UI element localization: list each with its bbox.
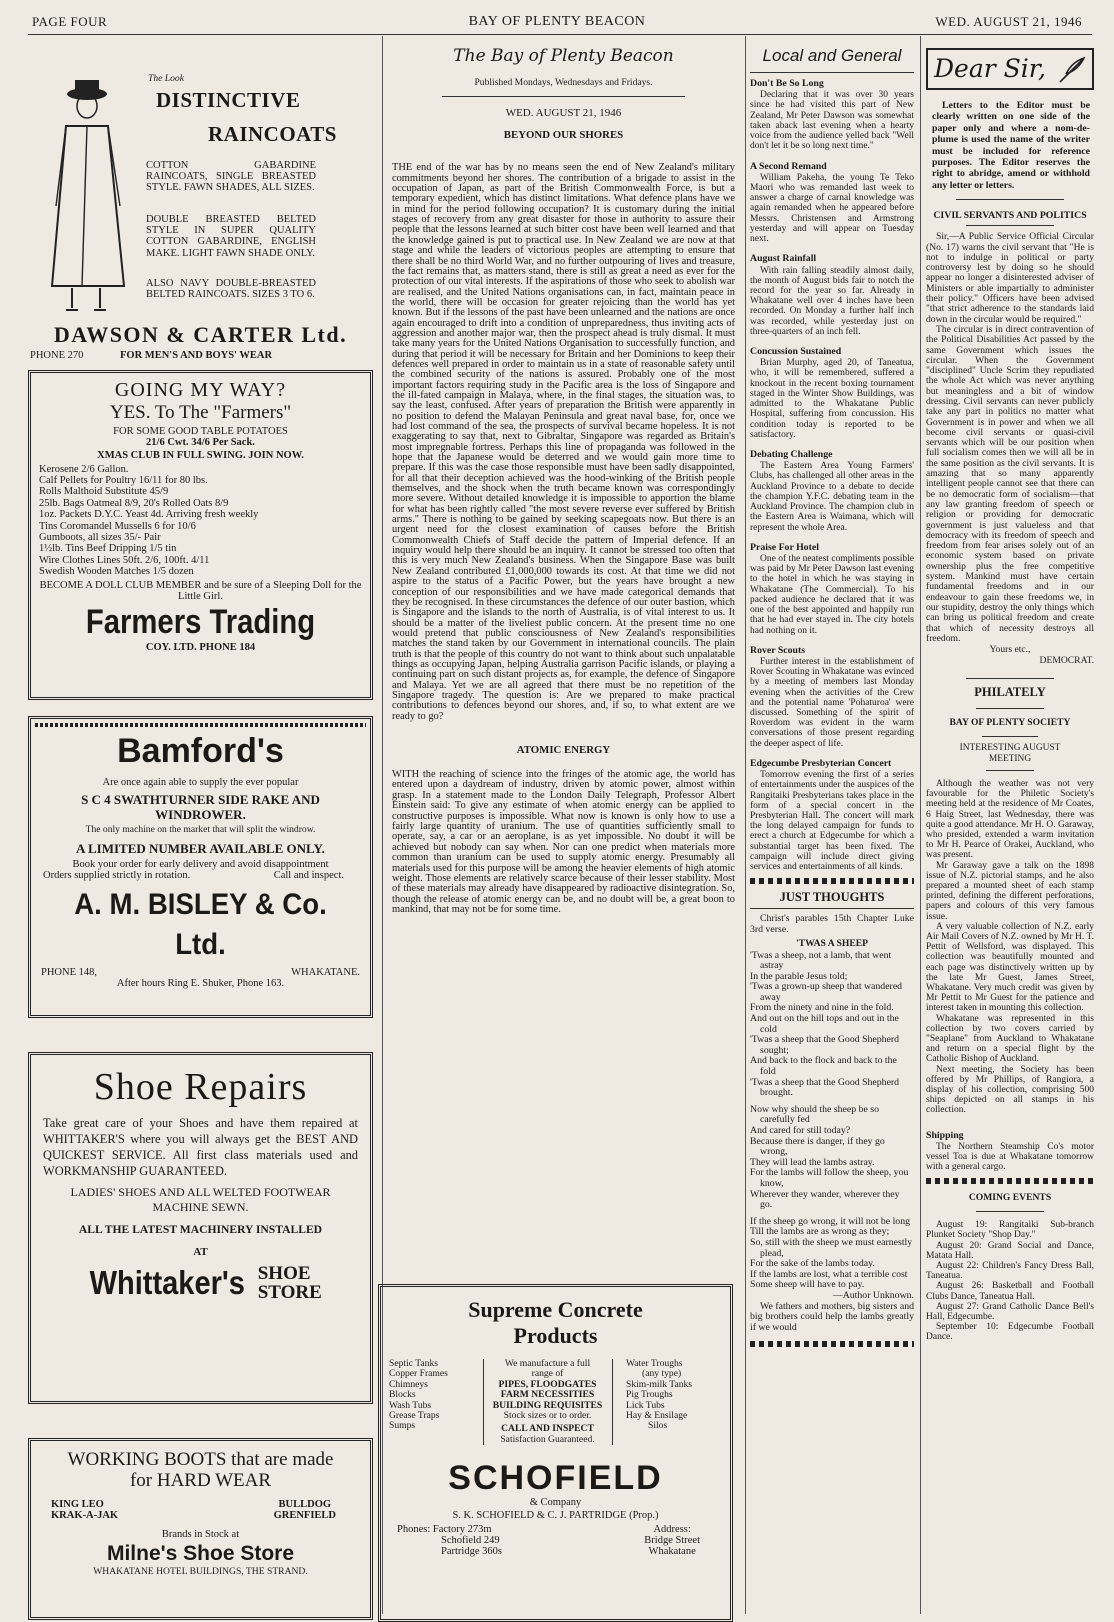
shoe-repairs-ad	[28, 1052, 373, 1404]
masthead-rule	[28, 34, 1092, 35]
philately-body	[926, 779, 1094, 1116]
poem-line: And out on the hill tops and out in the cold	[750, 1013, 899, 1035]
event-item: September 10: Edgecumbe Football Dance.	[926, 1322, 1094, 1343]
local-item-heading: Praise For Hotel	[750, 541, 819, 553]
column-rule-2	[745, 36, 746, 1614]
schofield-props: S. K. SCHOFIELD & C. J. PARTRIDGE (Prop.)	[452, 1510, 659, 1522]
shipping-text: The Northern Steamship Co's motor vessel Toa is due at Whakatane tomorrow with a general cargo.	[926, 1141, 1094, 1173]
product: Hay & Ensilage	[626, 1410, 688, 1422]
farmers-item: Tins Coromandel Mussells 6 for 10/6	[39, 520, 196, 532]
local-item-heading: August Rainfall	[750, 253, 817, 265]
local-general-column	[750, 40, 914, 1353]
boots-stock: Brands in Stock at	[161, 1529, 240, 1541]
product: CALL AND INSPECT	[501, 1423, 594, 1435]
local-general-title: Local and General	[762, 46, 902, 65]
working-boots-ad	[28, 1438, 373, 1620]
address-town: Whakatane	[648, 1546, 696, 1558]
poem-line: From the ninety and nine in the fold.	[750, 1002, 894, 1014]
wavy-divider	[750, 1341, 914, 1347]
poem-comment: We fathers and mothers, big sisters and big brothers could help the lambs greatly if we would	[750, 1300, 914, 1333]
local-item-text: One of the neatest compliments possible was paid by Mr Peter Dawson last evening to the hotel in which he was staying in Whakatane (The Commercial). To his packed audience he declared that it was one of the best appointed and happily run that he had ever stayed in. The city hotels had nothing on it.	[750, 553, 914, 636]
product: Satisfaction Guaranteed.	[500, 1433, 595, 1445]
concrete-list-left	[389, 1359, 473, 1445]
local-item-heading: Debating Challenge	[750, 449, 833, 460]
raincoats-title-1: DISTINCTIVE	[156, 88, 301, 112]
farmers-doll-club: BECOME A DOLL CLUB MEMBER and be sure of a Sleeping Doll for the Little Girl.	[39, 579, 362, 602]
letter-signature: DEMOCRAT.	[1039, 655, 1094, 667]
bisley-phone: PHONE 148,	[41, 967, 98, 979]
farmers-club: XMAS CLUB IN FULL SWING. JOIN NOW.	[97, 450, 304, 462]
bamford-name: Bamford's	[117, 732, 284, 770]
farmers-trading-name: Farmers Trading	[85, 603, 316, 642]
coming-events-rule	[976, 1211, 1044, 1212]
concrete-list-right	[622, 1359, 722, 1445]
schofield-company: & Company	[529, 1497, 582, 1509]
shoe-at: AT	[193, 1246, 208, 1258]
whittakers-name: Whittaker's	[89, 1264, 246, 1301]
shoe-repairs-headline: Shoe Repairs	[93, 1066, 308, 1108]
boots-brands	[45, 1499, 356, 1521]
phone-partridge: Partridge 360s	[441, 1546, 502, 1558]
concrete-headline: Supreme Concrete	[468, 1297, 643, 1322]
boots-brand-col-1	[51, 1499, 118, 1521]
coming-events-list	[926, 1220, 1094, 1342]
poem-line: And back to the flock and back to the fold	[750, 1055, 897, 1078]
product: Grease Traps	[389, 1410, 440, 1422]
concrete-ad	[378, 1284, 733, 1622]
address-street: Bridge Street	[644, 1534, 700, 1546]
quill-pen-icon	[1058, 56, 1088, 84]
philately-para: Next meeting, the Society has been offered by Mr Phillips, of Rangiora, a display of his collection, comprising 500 ships depicted on all stamps in his collection.	[926, 1064, 1094, 1116]
flag-rule	[442, 96, 685, 97]
local-items	[750, 79, 914, 872]
raincoats-mark: The Look	[148, 73, 184, 84]
brand-krak-a-jak: KRAK-A-JAK	[51, 1510, 119, 1522]
event-item: August 19: Rangitaiki Sub-branch Plunket Society "Shop Day."	[926, 1220, 1094, 1241]
editorial-heading-atomic: ATOMIC ENERGY	[516, 743, 611, 756]
local-item-heading: Rover Scouts	[750, 644, 806, 656]
farmers-potatoes: FOR SOME GOOD TABLE POTATOES	[113, 426, 288, 437]
philately-para: Mr Garaway gave a talk on the 1898 issue of N.Z. pictorial stamps, and he also prepared a mounted sheet of each stamp printed, defining the different perforations, papers and colours of this very famous issue.	[926, 860, 1094, 922]
philately-title: PHILATELY	[974, 685, 1046, 700]
letter-para-1: Sir,—A Public Service Official Circular (No. 17) warns the civil servant that "He is not to indulge in political or party controversy lest by doing so he should appear no longer a disinterested adviser of Ministers or able impartially to administer their policy." Officers have been advised "that strict adherence to the standards laid down in the circular would be required."	[926, 231, 1094, 325]
poem-line: For the lambs will follow the sheep, you know,	[750, 1167, 909, 1189]
product: Pig Troughs	[626, 1389, 673, 1401]
bamford-line-6	[41, 870, 360, 881]
philately-title-rule	[976, 708, 1044, 709]
local-title-rule	[750, 72, 914, 73]
poem-author: —Author Unknown.	[832, 1289, 914, 1301]
poem-line: Now why should the sheep be so carefully fed	[750, 1103, 879, 1126]
local-item-text: Declaring that it was over 30 years since he had visited this part of New Zealand, Mr Peter Dawson was somewhat taken aback last evening when a hearty voice from the audience yelled back "Well don't let it be so long next time."	[750, 90, 914, 152]
milnes-address: WHAKATANE HOTEL BUILDINGS, THE STRAND.	[93, 1565, 308, 1577]
poem-line: Some sheep will have to pay.	[750, 1279, 865, 1291]
farmers-item: 1oz. Packets D.Y.C. Yeast 4d. Arriving fresh weekly	[39, 509, 259, 521]
letters-column	[926, 40, 1094, 1343]
store-word-2: STORE	[257, 1282, 322, 1303]
poem-line: They will lead the lambs astray.	[750, 1156, 875, 1168]
milnes-name: Milne's Shoe Store	[106, 1541, 295, 1565]
poem-line: So, still with the sheep we must earnestly plead,	[750, 1236, 913, 1259]
just-thoughts-title: JUST THOUGHTS	[779, 890, 885, 905]
bamford-limited: A LIMITED NUMBER AVAILABLE ONLY.	[76, 840, 325, 856]
letters-notice: Letters to the Editor must be clearly written on one side of the paper only and where a nom-de-plume is used the name of the writer must be included for reference purposes. The Editor reserves the right to abridge, amend or withhold any letter or letters.	[932, 100, 1090, 191]
product: Silos	[648, 1420, 668, 1432]
product: (any type)	[642, 1368, 682, 1380]
issue-date: WED. AUGUST 21, 1946	[935, 14, 1082, 29]
local-item-text: With rain falling steadily almost daily, the month of August bids fair to notch the record for the year so far. Already in Whakatane well over 4 inches have been recorded. On Monday a further half inch was recorded, while yesterday just on three-quarters of an inch fell.	[750, 265, 914, 337]
local-item-text: Brian Murphy, aged 20, of Taneatua, who, it will be remembered, suffered a knockout in the recent boxing tournament staged in the Winter Show Buildings, was admitted to the Whakatane Public Hospital, suffering from concussion. His condition today is reported to be satisfactory.	[750, 358, 914, 440]
dear-sir-text: Dear Sir,	[934, 54, 1046, 83]
poem	[750, 951, 914, 1334]
poem-line: 'Twas a sheep, not a lamb, that went astray	[750, 949, 892, 972]
poem-line: 'Twas a sheep that the Good Shepherd sought;	[750, 1034, 900, 1056]
boots-brand-col-2	[274, 1499, 336, 1521]
philately-sub2-rule	[986, 770, 1034, 771]
local-item-heading: Edgecumbe Presbyterian Concert	[750, 757, 892, 769]
poem-line: And cared for still today?	[750, 1125, 851, 1136]
shipping-heading: Shipping	[926, 1129, 964, 1141]
product: Stock sizes or to order.	[503, 1410, 592, 1422]
editorial-column	[389, 40, 735, 1558]
farmers-item: Wire Clothes Lines 50ft. 2/6, 100ft. 4/11	[39, 554, 210, 566]
shoe-machinery: ALL THE LATEST MACHINERY INSTALLED	[78, 1223, 323, 1236]
event-item: August 22: Children's Fancy Dress Ball, Taneatua.	[926, 1261, 1094, 1282]
philately-para: Although the weather was not very favourable for the Philetic Society's meeting held at the residence of Mr Coates, 6 Haig Street, last Wednesday, there was quite a good attendance. Mr H. O. Garaway, who presided, extended a warm invitation to Mr H. Pearce of Orakei, Auckland, who was present.	[926, 778, 1094, 861]
editorial-heading-beyond: BEYOND OUR SHORES	[503, 129, 624, 142]
product: Copper Frames	[389, 1368, 448, 1380]
farmers-price: 21/6 Cwt. 34/6 Per Sack.	[146, 437, 255, 449]
bamford-product: S C 4 SWATHTURNER SIDE RAKE AND WINDROWER.	[81, 792, 320, 823]
local-item-text: The Eastern Area Young Farmers' Clubs, has challenged all other areas in the Auckland Province to a debate to decide the champion Y.F.C. debating team in the Auckland Province. The champion club in the Eastern Area is Waimana, which will represent the whole Area.	[750, 461, 914, 533]
product: Chimneys	[389, 1378, 428, 1390]
bamford-line-5: Book your order for early delivery and avoid disappointment	[72, 858, 329, 870]
bamford-inspect: Call and inspect.	[273, 869, 344, 881]
philately-sub-2: INTERESTING AUGUST MEETING	[959, 743, 1061, 764]
schofield-contact	[389, 1524, 722, 1558]
bisley-name: A. M. BISLEY & Co. Ltd.	[74, 888, 327, 962]
ads-column	[28, 40, 373, 1577]
poem-line: Wherever they wander, wherever they go.	[750, 1188, 900, 1211]
brand-bulldog: BULLDOG	[278, 1499, 332, 1510]
brand-grenfield: GRENFIELD	[273, 1510, 336, 1522]
bisley-town: WHAKATANE.	[291, 967, 360, 979]
letter-para-2: The circular is in direct contravention of the Political Disabilities Act passed by the same Government which issues the circular. When the Government "disciplined" Uncle Scrim they repudiated the whole Act which was never anything but meaningless and a bit of window dressing. Civil servants can never publicly take any part in politics no matter what Government is in power and when we all become civil servants or quasi-civil servants which will be our position when full socialism comes then we will all be in the same position as the civil servants. It is amazing that so many apparently intelligent people cannot see that there can be no democratic form of socialism—that any law granting freedom of speech or religion or providing for democratic government is just valueless and that democracy with its freedom of speech and freedom from fear arises solely out of an economic system based on private ownership plus the free competitive system. Mankind must have certain fundamental freedoms and in our endeavour to gain these freedoms we, in our stupidity, destroy the only things which can bring us political freedom and create that which of necessity destroys all freedom.	[926, 323, 1094, 644]
raincoats-para-1: COTTON GABARDINE RAINCOATS, SINGLE BREASTED STYLE. FAWN SHADES, ALL SIZES.	[146, 160, 316, 194]
editorial-date: WED. AUGUST 21, 1946	[505, 107, 622, 120]
farmers-headline: GOING MY WAY?	[114, 379, 287, 401]
event-item: August 26: Basketball and Football Clubs Dance, Taneatua Hall.	[926, 1281, 1094, 1302]
product: We manufacture a full	[504, 1358, 591, 1369]
product: range of	[531, 1368, 564, 1380]
local-item-heading: Don't Be So Long	[750, 78, 824, 89]
product: Blocks	[389, 1389, 416, 1401]
masthead	[32, 10, 1082, 32]
farmers-item-list	[39, 464, 362, 578]
local-item-text: William Pakeha, the young Te Teko Maori who was remanded last week to answer a charge of carnal knowledge was again remanded when he appeared before Messrs. Christensen and Armstrong yesterday and will appear on Tuesday next.	[750, 172, 914, 245]
product: PIPES, FLOODGATES	[498, 1378, 597, 1390]
man-in-raincoat-illustration	[42, 76, 132, 314]
poem-line: If the lambs are lost, what a terrible cost	[750, 1268, 908, 1280]
letter-heading: CIVIL SERVANTS AND POLITICS	[933, 210, 1087, 222]
poem-title: 'TWAS A SHEEP	[796, 937, 868, 949]
farmers-item: Gumboots, all sizes 35/- Pair	[39, 532, 161, 544]
bisley-contact	[41, 967, 360, 978]
local-item-heading: Concussion Sustained	[750, 346, 842, 358]
raincoats-title-2: RAINCOATS	[208, 122, 337, 146]
shoe-welted: LADIES' SHOES AND ALL WELTED FOOTWEAR MACHINE SEWN.	[70, 1185, 331, 1214]
bamford-ad	[28, 716, 373, 1018]
dear-sir-logo	[926, 48, 1094, 90]
address-label: Address:	[653, 1523, 691, 1535]
wavy-divider	[926, 1178, 1094, 1184]
product: Skim-milk Tanks	[626, 1378, 693, 1390]
farmers-subheadline: YES. To The "Farmers"	[109, 402, 292, 423]
phone-factory: Phones: Factory 273m	[397, 1523, 492, 1535]
dawson-tagline: FOR MEN'S AND BOYS' WEAR	[120, 350, 273, 361]
poem-line: 'Twas a sheep that the Good Shepherd brought.	[750, 1076, 900, 1099]
phone-schofield: Schofield 249	[441, 1534, 500, 1546]
schofield-name: SCHOFIELD	[448, 1459, 663, 1498]
dawson-phone: PHONE 270	[30, 350, 84, 361]
concrete-headline-2: Products	[513, 1323, 598, 1348]
letter-heading-rule	[966, 225, 1054, 226]
letter-sign-off: Yours etc.,	[989, 644, 1031, 656]
whittakers-store	[258, 1264, 322, 1302]
product: Lick Tubs	[626, 1399, 665, 1411]
farmers-ad	[28, 370, 373, 700]
event-item: August 27: Grand Catholic Dance Bell's Hall, Edgecumbe.	[926, 1301, 1094, 1323]
boots-headline: WORKING BOOTS that are made	[67, 1449, 334, 1470]
page-number: PAGE FOUR	[32, 14, 108, 29]
boots-headline-2: for HARD WEAR	[129, 1470, 272, 1491]
whittakers-logo	[43, 1264, 358, 1302]
letters-rule	[956, 199, 1064, 200]
coming-events-heading: COMING EVENTS	[968, 1192, 1052, 1204]
brand-king-leo: KING LEO	[51, 1499, 104, 1510]
bamford-line-3: The only machine on the market that will split the windrow.	[85, 824, 316, 836]
raincoats-para-3: ALSO NAVY DOUBLE-BREASTED BELTED RAINCOATS. SIZES 3 TO 6.	[146, 278, 316, 301]
concrete-list-mid	[483, 1359, 613, 1445]
local-item-heading: A Second Remand	[750, 160, 827, 172]
poem-line: For the sake of the lambs today.	[750, 1258, 875, 1270]
farmers-coy: COY. LTD. PHONE 184	[145, 642, 256, 654]
farmers-item: 25lb. Bags Oatmeal 8/9, 20's Rolled Oats 8/9	[39, 497, 229, 509]
publication-schedule: Published Mondays, Wednesdays and Fridays.	[474, 77, 653, 88]
farmers-item: 1½lb. Tins Beef Dripping 1/5 tin	[39, 543, 177, 555]
product: Water Troughs	[626, 1358, 683, 1369]
poem-line: 'Twas a grown-up sheep that wandered away	[750, 981, 903, 1003]
product: Wash Tubs	[389, 1399, 432, 1411]
philately-rule	[966, 678, 1054, 679]
jt-rule	[750, 908, 914, 909]
event-item: August 20: Grand Social and Dance, Matata Hall.	[926, 1240, 1094, 1261]
product: BUILDING REQUISITES	[492, 1399, 603, 1411]
local-item-text: Tomorrow evening the first of a series of entertainments under the auspices of the Rangitaiki Presbyterians takes place in the form of a special concert in the Presbyterian Hall. The concert will mark the long delayed campaign for funds to erect a church at Edgecumbe for which a substantial target has been fixed. The campaign will include direct giving services and entertainments of all kinds.	[750, 770, 914, 873]
poem-line: In the parable Jesus told;	[750, 970, 848, 982]
shoe-repairs-para: Take great care of your Shoes and have them repaired at WHITTAKER'S where you will always get the BEST AND QUICKEST SERVICE. All first class materials used and WORKMANSHIP GUARANTEED.	[43, 1116, 358, 1178]
editorial-flag: The Bay of Plenty Beacon	[453, 46, 674, 66]
local-item-text: Further interest in the establishment of Rover Scouting in Whakatane was evinced by a meeting of members last Monday evening when the activities of the Crew and the potential name 'Pohaturoa' were discussed. Something of the spirit of Roverdom was evident in the warm conversations of those present regarding the deeper aspect of life.	[750, 656, 914, 749]
philately-sub-rule	[982, 736, 1038, 737]
editorial-beyond-body: THE end of the war has by no means seen the end of New Zealand's military commitments beyond her shores. The contribution of a brigade to assist in the occupation of Japan, as part of the British Commonwealth Force, is but a temporary expedient, which has distinct limitations. What defence plans have we in mind for the period following occupation? It is customary during the initial stages of recovery from any great disaster for those in authority to assure their people that the lessons learned at such bitter cost have been well learned and that the knowledge gained is put to practical use. In New Zealand we are now at that stage and while the leaders of victorious peoples are attempting to ensure that there shall be no third World War, and no further outpouring of lives and treasure, the fact remains that, as matters stand, there is still as great a need as ever for the protection of our vital interests. If the aspirations of those who seek to abolish war are realised, and the United Nations organisations can, in fact, maintain peace in the world, there will be occasion for greater rejoicing than the world has yet known. But if the lessons of the past have been unlearned and the nations are once again encouraged to drift into a condition of unpreparedness, thus inviting acts of aggression and another major war, then the prospect ahead is truly dismal. It must take many years for the United Nations Organisation to successfully function, and during that period it will be necessary for Britain and her Dominions to keep their defences well prepared in order to maintain us in a state of reasonable safety until the combined security of the nations is assured. Probably one of the most important factors requiring study in the Pacific area is the loss of Singapore and the ill-fated campaign in Malaya, where, in the final stages, the situation was, to say the least, confused. After years of preparation the British were apparently in no position to defend the Malayan Peninsula and great naval base, for, once we had lost command of the sea, the prospects of survival became hopeless. It is not exaggerating to say that, next to Gibraltar, Singapore was regarded as Britain's most impregnable fortress. Perhaps this line of propaganda was followed in the hope that the Japanese would be deterred and we would gain more time to prepare. If this was the case those responsible must have been sadly disappointed, for all that their deception achieved was the hood-winking of the British people themselves, and the shock when the truth became known was correspondingly more severe. Without detailed knowledge it is impossible to apportion the blame for what has been rightly called "the most severe reverse ever suffered by British arms." There is nothing to be gained by seeking scapegoats now. But there is an urgent need for the closest examination of causes before the British Commonwealth Chiefs of Staff decide the pattern of Imperial defence. If an inquiry would help there should be an inquiry. It cannot be stressed too often that this is very much New Zealand's business. When the Singapore Base was built New Zealand contributed £1,000,000 towards its cost. At that time we did not aspire to the status of a Pacific Power, but the years have brought a new conception of our responsibilities and we have made categorical demands that they be recognised. In these circumstances the defence of our outer bastion, which is Singapore and the islands to the north of Australia, is of vital interest to us. It should be a matter of the liveliest public concern. At the present time no one would pretend that public consciousness of New Zealand's responsibilities matches the stand taken by our Government in international councils. The plain truth is that the people of this country do not want to think about such unpalatable things as occupying Japan, helping Australia garrison Pacific islands, or playing a continuing part on such distant projects as, for example, the defence of Singapore and Malaya. Yet we are all agreed that there must be no repetition of the Singapore tragedy. The question is: Are we prepared to make practical contributions to defences beyond our shores, and, if so, to what extent are we ready to go?	[392, 162, 735, 722]
concrete-products	[389, 1359, 722, 1445]
farmers-item: Kerosene 2/6 Gallon.	[39, 463, 129, 475]
schofield-address	[644, 1524, 700, 1558]
editorial-atomic-body: WITH the reaching of science into the fringes of the atomic age, the world has entered upon a daydream of industry, driven by atomic power, almost within grasp. In a statement made to the London Daily Telegraph, Professor Albert Einstein said: To give any estimate of when atomic energy can be applied to constructive purposes is impossible. What now is known is only how to use a fairly large quantity of uranium. The use of quantities sufficiently small to operate, say, a car or an aeroplane, is as yet impossible. No doubt it will be achieved but nobody can say when. Nor can one predict when materials more common than uranium can be used to supply atomic energy. Presumably all materials used for this purpose will be among the heavier elements of high atomic weight. Those elements are relatively scarce because of their lesser stability. Most of these materials may already have disappeared by radioactive disintegration. So, though the release of atomic energy can be, and no doubt will be, a great boon to mankind, that may not be for some time.	[392, 768, 735, 916]
product: Sumps	[389, 1420, 416, 1432]
bamford-orders: Orders supplied strictly in rotation.	[43, 869, 191, 881]
raincoats-ad	[28, 40, 373, 370]
column-rule-3	[920, 36, 921, 1614]
dawson-carter-name: DAWSON & CARTER Ltd.	[53, 322, 348, 347]
store-word-1: SHOE	[257, 1263, 311, 1284]
bisley-after-hours: After hours Ring E. Shuker, Phone 163.	[116, 978, 285, 990]
wavy-divider	[750, 878, 914, 884]
farmers-item: Swedish Wooden Matches 1/5 dozen	[39, 566, 194, 578]
bamford-line-1: Are once again able to supply the ever popular	[102, 777, 299, 788]
product: FARM NECESSITIES	[500, 1389, 595, 1401]
jt-reference: Christ's parables 15th Chapter Luke 3rd verse.	[750, 913, 914, 935]
raincoats-para-2: DOUBLE BREASTED BELTED STYLE IN SUPER QUALITY COTTON GABARDINE, ENGLISH MAKE. LIGHT FAWN SHADE ONLY.	[146, 214, 316, 259]
paper-title: BAY OF PLENTY BEACON	[468, 14, 646, 29]
bamford-border	[35, 723, 366, 727]
philately-para: Whakatane was represented in this collection by two covers carried by "Seaplane" from Auckland to Whakatane and return on a special flight by the Catholic Bishop of Auckland.	[926, 1013, 1094, 1065]
philately-para: A very valuable collection of N.Z. early Air Mail Covers of N.Z. owned by Mr H. T. Pettit of Wellsford, was displayed. This collection was beautifully mounted and each page was distinctively written up by the late Mr Guest, James Street, Whakatane. Very much credit was given by Mr Pettit to Mr Guest for the patience and interest taken in mounting this collection.	[926, 921, 1094, 1014]
farmers-item: Calf Pellets for Poultry 16/11 for 80 lbs.	[39, 475, 208, 487]
poem-line: Because there is danger, if they go wrong,	[750, 1135, 885, 1158]
schofield-phones	[397, 1524, 502, 1558]
product: Septic Tanks	[389, 1358, 438, 1369]
poem-line: Till the lambs are as wrong as they;	[750, 1226, 890, 1238]
philately-sub: BAY OF PLENTY SOCIETY	[949, 717, 1071, 729]
poem-line: If the sheep go wrong, it will not be long	[750, 1215, 910, 1227]
farmers-item: Rolls Malthoid Substitute 45/9	[39, 486, 169, 498]
